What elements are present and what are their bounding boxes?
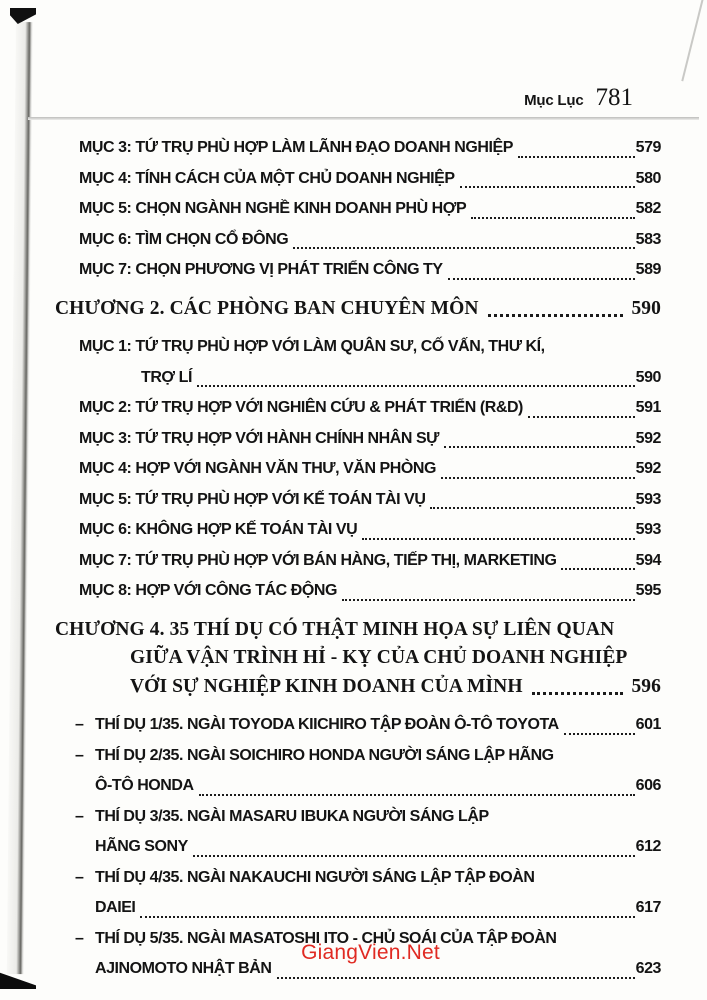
toc-entry-line	[79, 332, 661, 363]
entry-text: MỤC 7: CHỌN PHƯƠNG VỊ PHÁT TRIỂN CÔNG TY	[79, 261, 443, 278]
dotted-leader	[448, 278, 635, 280]
entry-text: VỚI SỰ NGHIỆP KINH DOANH CỦA MÌNH	[130, 675, 523, 697]
header-divider	[28, 117, 699, 120]
dotted-leader	[362, 538, 634, 540]
dotted-leader	[441, 477, 635, 479]
toc-entry	[75, 710, 661, 741]
dotted-leader	[528, 416, 635, 418]
toc-entry-line	[79, 485, 661, 516]
entry-page-number: 580	[635, 169, 661, 187]
toc-entry-line	[75, 802, 661, 833]
entry-text: MỤC 4: TÍNH CÁCH CỦA MỘT CHỦ DOANH NGHIỆP	[79, 169, 455, 187]
dotted-leader	[197, 385, 635, 387]
entry-page-number: 596	[631, 675, 661, 697]
dash-bullet: –	[75, 716, 84, 733]
entry-text: MỤC 6: TÌM CHỌN CỔ ĐÔNG	[79, 230, 289, 248]
toc-chapter-entry	[55, 295, 661, 324]
toc-entry-line	[55, 295, 661, 324]
toc-entry-line	[75, 710, 661, 741]
toc-entry	[79, 424, 661, 455]
toc-entry	[79, 485, 661, 516]
entry-text: MỤC 5: TỨ TRỤ PHÙ HỢP VỚI KẾ TOÁN TÀI VỤ	[79, 490, 426, 508]
toc-entry-line	[79, 133, 661, 164]
entry-text: DAIEI	[95, 899, 136, 916]
dotted-leader	[532, 692, 624, 695]
toc-entry-line	[75, 832, 661, 863]
dotted-leader	[460, 186, 635, 188]
entry-text: TRỢ LÍ	[141, 368, 192, 386]
entry-text: MỤC 6: KHÔNG HỢP KẾ TOÁN TÀI VỤ	[79, 521, 358, 538]
entry-page-number: 623	[635, 960, 661, 977]
header-page-number: 781	[595, 84, 633, 111]
toc-entry	[79, 255, 661, 286]
entry-text: THÍ DỤ 5/35. NGÀI MASATOSHI ITO - CHỦ SOÁI CỦA TẬP ĐOÀN	[95, 929, 557, 947]
entry-text: Ô-TÔ HONDA	[95, 777, 194, 794]
toc-entry-line	[75, 771, 661, 802]
scan-artifact-right-edge	[681, 0, 705, 81]
entry-text: CHƯƠNG 4. 35 THÍ DỤ CÓ THẬT MINH HỌA SỰ LIÊN QUAN	[55, 618, 615, 640]
toc-entry-line	[75, 863, 661, 894]
entry-text: MỤC 8: HỢP VỚI CÔNG TÁC ĐỘNG	[79, 582, 337, 599]
page-header	[79, 84, 661, 112]
dash-bullet: –	[75, 929, 84, 947]
dotted-leader	[488, 314, 624, 317]
dotted-leader	[444, 446, 635, 448]
dotted-leader	[199, 794, 635, 796]
entry-text: MỤC 3: TỨ TRỤ PHÙ HỢP LÀM LÃNH ĐẠO DOANH NGHIỆP	[79, 139, 513, 156]
toc-entry-line	[55, 616, 661, 645]
scan-artifact-left-edge	[7, 22, 33, 974]
dash-bullet: –	[75, 868, 84, 886]
toc-entry	[79, 576, 661, 607]
entry-page-number: 593	[635, 521, 661, 538]
entry-text: AJINOMOTO NHẬT BẢN	[95, 960, 272, 977]
entry-page-number: 590	[631, 297, 661, 319]
toc-entry-line	[79, 255, 661, 286]
entry-text: THÍ DỤ 2/35. NGÀI SOICHIRO HONDA NGƯỜI SÁNG LẬP HÃNG	[95, 746, 554, 764]
toc-entry	[79, 332, 661, 393]
dotted-leader	[193, 855, 635, 857]
dotted-leader	[518, 156, 635, 158]
toc-entry	[79, 393, 661, 424]
entry-page-number: 582	[635, 200, 661, 217]
toc-entry-line	[55, 673, 661, 702]
dotted-leader	[471, 217, 634, 219]
toc-entry-line	[79, 194, 661, 225]
toc-entry	[75, 802, 661, 863]
entry-page-number: 594	[635, 551, 661, 569]
toc-entry-line	[79, 515, 661, 546]
toc-entry-line	[79, 363, 661, 394]
dotted-leader	[564, 733, 635, 735]
entry-text: GIỮA VẬN TRÌNH HỈ - KỴ CỦA CHỦ DOANH NGHIỆP	[130, 647, 628, 668]
entry-text: CHƯƠNG 2. CÁC PHÒNG BAN CHUYÊN MÔN	[55, 297, 479, 319]
entry-text: MỤC 7: TỨ TRỤ PHÙ HỢP VỚI BÁN HÀNG, TIẾP THỊ, MARKETING	[79, 551, 557, 569]
toc-entry	[79, 225, 661, 256]
toc-entry-line	[79, 546, 661, 577]
toc-entry-line	[79, 576, 661, 607]
toc-entry	[79, 515, 661, 546]
toc-entry	[79, 164, 661, 195]
entry-page-number: 601	[635, 716, 661, 733]
toc-entry-line	[79, 225, 661, 256]
entry-text: MỤC 5: CHỌN NGÀNH NGHỀ KINH DOANH PHÙ HỢP	[79, 200, 467, 217]
entry-page-number: 590	[635, 368, 661, 386]
entry-page-number: 579	[635, 139, 661, 156]
entry-text: THÍ DỤ 3/35. NGÀI MASARU IBUKA NGƯỜI SÁNG LẬP	[95, 807, 489, 825]
dotted-leader	[140, 916, 634, 918]
toc-entry	[79, 546, 661, 577]
entry-page-number: 592	[635, 460, 661, 477]
entry-page-number: 589	[635, 261, 661, 278]
toc-entry	[79, 133, 661, 164]
dash-bullet: –	[75, 807, 84, 825]
entry-text: MỤC 1: TỨ TRỤ PHÙ HỢP VỚI LÀM QUÂN SƯ, CỐ VẤN, THƯ KÍ,	[79, 338, 545, 355]
entry-text: THÍ DỤ 4/35. NGÀI NAKAUCHI NGƯỜI SÁNG LẬP TẬP ĐOÀN	[95, 868, 535, 886]
toc-entry-line	[79, 454, 661, 485]
header-section-label: Mục Lục	[524, 92, 584, 109]
dash-bullet: –	[75, 746, 84, 764]
entry-text: HÃNG SONY	[95, 838, 188, 855]
entry-page-number: 617	[635, 899, 661, 916]
dotted-leader	[561, 568, 634, 570]
toc-entry-line	[79, 164, 661, 195]
toc-entry-line	[75, 741, 661, 772]
toc-entry	[75, 741, 661, 802]
entry-text: MỤC 2: TỨ TRỤ HỢP VỚI NGHIÊN CỨU & PHÁT TRIỂN (R&D)	[79, 399, 523, 416]
toc-entry-line	[55, 644, 661, 673]
toc-list	[55, 133, 661, 985]
toc-chapter-entry	[55, 616, 661, 702]
toc-entry-line	[79, 424, 661, 455]
toc-entry-line	[79, 393, 661, 424]
dotted-leader	[277, 977, 635, 979]
toc-entry	[79, 194, 661, 225]
entry-page-number: 592	[635, 429, 661, 447]
entry-text: THÍ DỤ 1/35. NGÀI TOYODA KIICHIRO TẬP ĐOÀN Ô-TÔ TOYOTA	[95, 716, 559, 733]
entry-page-number: 591	[635, 399, 661, 416]
entry-page-number: 595	[635, 582, 661, 599]
entry-page-number: 606	[635, 777, 661, 794]
toc-entry-line	[75, 893, 661, 924]
entry-page-number: 593	[635, 490, 661, 508]
dotted-leader	[342, 599, 635, 601]
entry-page-number: 583	[635, 230, 661, 248]
toc-entry	[79, 454, 661, 485]
entry-text: MỤC 4: HỢP VỚI NGÀNH VĂN THƯ, VĂN PHÒNG	[79, 460, 436, 477]
watermark-text: GiangVien.Net	[301, 941, 440, 964]
dotted-leader	[293, 247, 634, 249]
entry-text: MỤC 3: TỨ TRỤ HỢP VỚI HÀNH CHÍNH NHÂN SỰ	[79, 429, 440, 447]
toc-entry	[75, 863, 661, 924]
dotted-leader	[430, 507, 634, 509]
entry-page-number: 612	[635, 838, 661, 855]
